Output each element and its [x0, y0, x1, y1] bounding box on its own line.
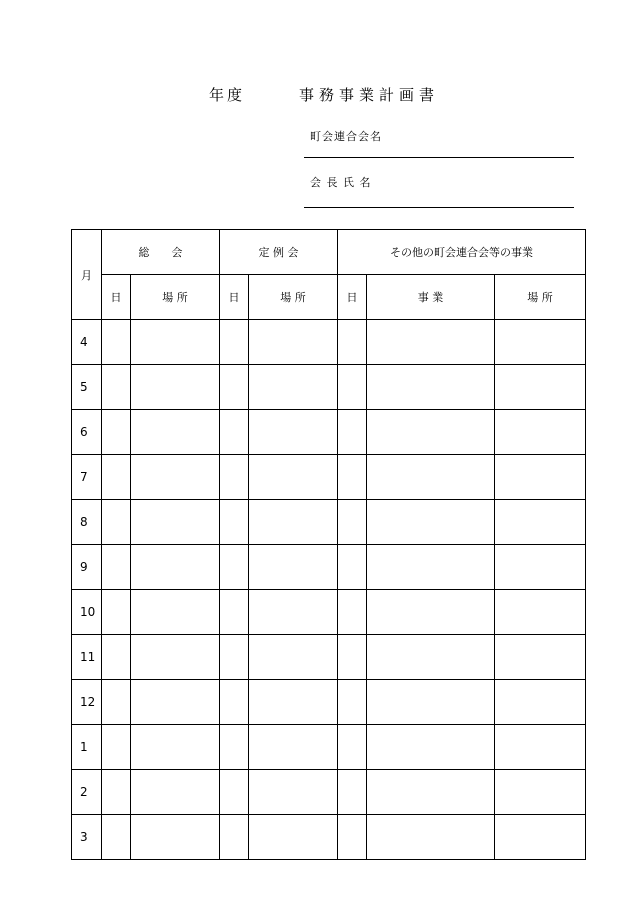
other-projects-place-cell[interactable] — [495, 590, 586, 635]
regular-meeting-place-cell[interactable] — [249, 770, 338, 815]
month-cell: 1 — [72, 725, 102, 770]
table-row — [72, 320, 586, 365]
general-meeting-place-cell[interactable] — [131, 815, 220, 860]
month-cell: 2 — [72, 770, 102, 815]
table-row — [72, 590, 586, 635]
other-projects-place-cell[interactable] — [495, 725, 586, 770]
other-projects-project-cell[interactable] — [367, 725, 495, 770]
table-row — [72, 725, 586, 770]
other-projects-project-cell[interactable] — [367, 815, 495, 860]
general-meeting-day-cell[interactable] — [102, 635, 131, 680]
other-projects-day-cell[interactable] — [338, 815, 367, 860]
regular-meeting-day-cell[interactable] — [220, 320, 249, 365]
general-meeting-place-cell[interactable] — [131, 725, 220, 770]
general-meeting-day-cell[interactable] — [102, 500, 131, 545]
other-projects-day-cell[interactable] — [338, 545, 367, 590]
other-projects-place-cell[interactable] — [495, 500, 586, 545]
month-cell: 3 — [72, 815, 102, 860]
regular-meeting-place-header: 場 所 — [249, 275, 338, 320]
month-cell: 8 — [72, 500, 102, 545]
regular-meeting-day-cell[interactable] — [220, 770, 249, 815]
schedule-table — [71, 229, 586, 860]
month-header: 月 — [72, 230, 102, 320]
other-projects-project-cell[interactable] — [367, 770, 495, 815]
regular-meeting-place-cell[interactable] — [249, 680, 338, 725]
other-projects-day-cell[interactable] — [338, 455, 367, 500]
other-projects-day-cell[interactable] — [338, 635, 367, 680]
association-name-label: 町会連合会名 — [310, 130, 382, 143]
other-projects-place-header: 場 所 — [495, 275, 586, 320]
other-projects-project-cell[interactable] — [367, 680, 495, 725]
table-row — [72, 680, 586, 725]
table-row — [72, 455, 586, 500]
general-meeting-day-cell[interactable] — [102, 680, 131, 725]
table-row — [72, 545, 586, 590]
regular-meeting-header: 定 例 会 — [220, 230, 338, 275]
regular-meeting-place-cell[interactable] — [249, 635, 338, 680]
table-row — [72, 815, 586, 860]
regular-meeting-place-cell[interactable] — [249, 815, 338, 860]
other-projects-day-cell[interactable] — [338, 500, 367, 545]
other-projects-day-cell[interactable] — [338, 680, 367, 725]
regular-meeting-day-cell[interactable] — [220, 500, 249, 545]
other-projects-place-cell[interactable] — [495, 455, 586, 500]
regular-meeting-place-cell[interactable] — [249, 455, 338, 500]
other-projects-place-cell[interactable] — [495, 680, 586, 725]
other-projects-place-cell[interactable] — [495, 770, 586, 815]
regular-meeting-place-cell[interactable] — [249, 365, 338, 410]
other-projects-day-cell[interactable] — [338, 410, 367, 455]
table-row — [72, 410, 586, 455]
other-projects-day-cell[interactable] — [338, 770, 367, 815]
general-meeting-day-cell[interactable] — [102, 725, 131, 770]
general-meeting-place-cell[interactable] — [131, 635, 220, 680]
table-row — [72, 770, 586, 815]
general-meeting-day-header: 日 — [102, 275, 131, 320]
table-row — [72, 365, 586, 410]
month-cell: 10 — [72, 590, 102, 635]
other-projects-place-cell[interactable] — [495, 410, 586, 455]
general-meeting-place-cell[interactable] — [131, 680, 220, 725]
regular-meeting-day-cell[interactable] — [220, 680, 249, 725]
regular-meeting-day-cell[interactable] — [220, 635, 249, 680]
other-projects-place-cell[interactable] — [495, 365, 586, 410]
general-meeting-place-cell[interactable] — [131, 320, 220, 365]
president-name-field[interactable] — [304, 207, 574, 208]
general-meeting-day-cell[interactable] — [102, 410, 131, 455]
general-meeting-place-header: 場 所 — [131, 275, 220, 320]
other-projects-day-header: 日 — [338, 275, 367, 320]
regular-meeting-day-cell[interactable] — [220, 455, 249, 500]
month-cell: 9 — [72, 545, 102, 590]
general-meeting-place-cell[interactable] — [131, 500, 220, 545]
other-projects-project-cell[interactable] — [367, 590, 495, 635]
regular-meeting-day-cell[interactable] — [220, 590, 249, 635]
general-meeting-day-cell[interactable] — [102, 455, 131, 500]
general-meeting-day-cell[interactable] — [102, 545, 131, 590]
regular-meeting-day-cell[interactable] — [220, 545, 249, 590]
month-cell: 5 — [72, 365, 102, 410]
general-meeting-place-cell[interactable] — [131, 365, 220, 410]
general-meeting-place-cell[interactable] — [131, 770, 220, 815]
document-title-text: 事務事業計画書 — [299, 86, 440, 104]
month-cell: 12 — [72, 680, 102, 725]
fiscal-year-label: 年度 — [209, 86, 246, 104]
other-projects-header: その他の町会連合会等の事業 — [338, 230, 586, 275]
other-projects-project-cell[interactable] — [367, 545, 495, 590]
other-projects-day-cell[interactable] — [338, 320, 367, 365]
general-meeting-day-cell[interactable] — [102, 365, 131, 410]
general-meeting-day-cell[interactable] — [102, 815, 131, 860]
general-meeting-day-cell[interactable] — [102, 320, 131, 365]
table-row — [72, 635, 586, 680]
regular-meeting-day-cell[interactable] — [220, 815, 249, 860]
regular-meeting-place-cell[interactable] — [249, 725, 338, 770]
regular-meeting-day-cell[interactable] — [220, 410, 249, 455]
regular-meeting-day-header: 日 — [220, 275, 249, 320]
regular-meeting-place-cell[interactable] — [249, 500, 338, 545]
other-projects-place-cell[interactable] — [495, 815, 586, 860]
month-cell: 7 — [72, 455, 102, 500]
month-cell: 6 — [72, 410, 102, 455]
other-projects-project-cell[interactable] — [367, 635, 495, 680]
other-projects-project-header: 事 業 — [367, 275, 495, 320]
president-name-label: 会 長 氏 名 — [310, 176, 372, 189]
general-meeting-day-cell[interactable] — [102, 590, 131, 635]
month-cell: 11 — [72, 635, 102, 680]
general-meeting-place-cell[interactable] — [131, 410, 220, 455]
general-meeting-place-cell[interactable] — [131, 590, 220, 635]
other-projects-project-cell[interactable] — [367, 410, 495, 455]
other-projects-day-cell[interactable] — [338, 590, 367, 635]
regular-meeting-place-cell[interactable] — [249, 320, 338, 365]
general-meeting-place-cell[interactable] — [131, 545, 220, 590]
other-projects-place-cell[interactable] — [495, 635, 586, 680]
other-projects-place-cell[interactable] — [495, 545, 586, 590]
association-name-field[interactable] — [304, 157, 574, 158]
general-meeting-day-cell[interactable] — [102, 770, 131, 815]
general-meeting-header: 総 会 — [102, 230, 220, 275]
other-projects-project-cell[interactable] — [367, 500, 495, 545]
other-projects-day-cell[interactable] — [338, 365, 367, 410]
regular-meeting-day-cell[interactable] — [220, 725, 249, 770]
other-projects-project-cell[interactable] — [367, 365, 495, 410]
other-projects-day-cell[interactable] — [338, 725, 367, 770]
regular-meeting-place-cell[interactable] — [249, 545, 338, 590]
regular-meeting-day-cell[interactable] — [220, 365, 249, 410]
other-projects-project-cell[interactable] — [367, 455, 495, 500]
table-row — [72, 500, 586, 545]
month-cell: 4 — [72, 320, 102, 365]
regular-meeting-place-cell[interactable] — [249, 590, 338, 635]
other-projects-place-cell[interactable] — [495, 320, 586, 365]
general-meeting-place-cell[interactable] — [131, 455, 220, 500]
regular-meeting-place-cell[interactable] — [249, 410, 338, 455]
other-projects-project-cell[interactable] — [367, 320, 495, 365]
